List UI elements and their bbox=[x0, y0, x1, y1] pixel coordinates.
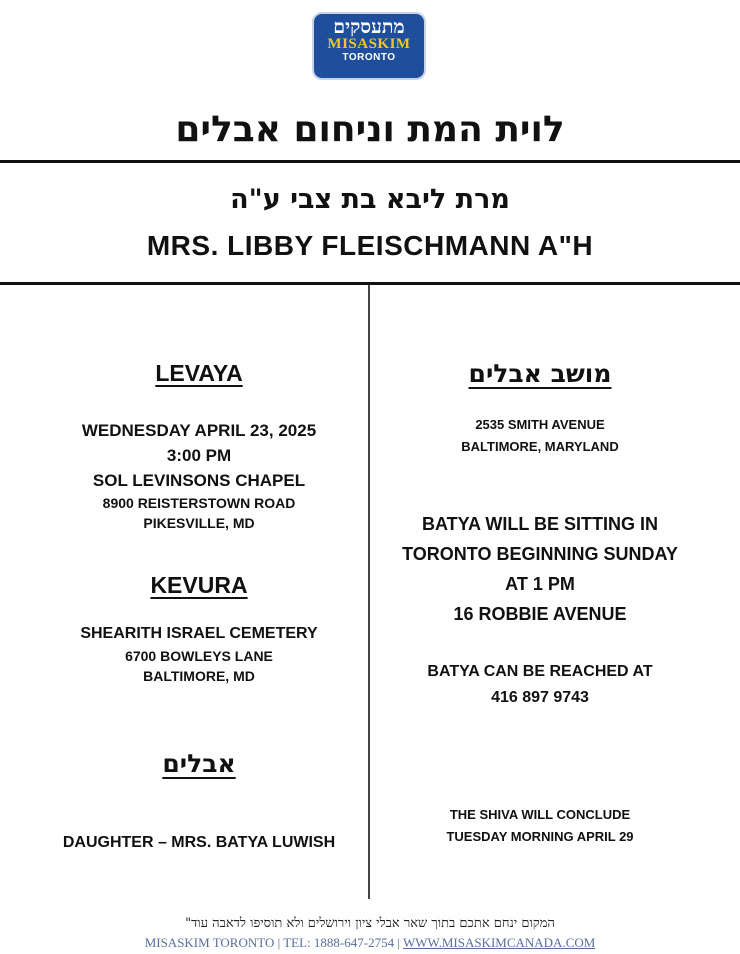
contact-block bbox=[370, 659, 710, 711]
logo-english-text: MISASKIM bbox=[327, 36, 411, 52]
levaya-date: WEDNESDAY APRIL 23, 2025 bbox=[81, 421, 317, 440]
toronto-line: 16 ROBBIE AVENUE bbox=[453, 604, 627, 624]
levaya-heading: LEVAYA bbox=[155, 360, 243, 386]
kevura-section bbox=[30, 570, 368, 600]
conclusion-block bbox=[370, 804, 710, 848]
shiva-heading: מושב אבלים bbox=[468, 359, 612, 388]
kevura-address: 6700 BOWLEYS LANE bbox=[125, 648, 273, 664]
levaya-city: PIKESVILLE, MD bbox=[143, 515, 255, 531]
deceased-hebrew-name: מרת ליבא בת צבי ע"ה bbox=[230, 184, 510, 215]
toronto-line: AT 1 PM bbox=[505, 574, 575, 594]
footer-website-link[interactable]: WWW.MISASKIMCANADA.COM bbox=[402, 935, 596, 950]
page-title: לוית המת וניחום אבלים bbox=[175, 109, 565, 150]
levaya-venue: SOL LEVINSONS CHAPEL bbox=[92, 471, 306, 490]
name-divider bbox=[0, 282, 740, 285]
levaya-details bbox=[30, 418, 368, 533]
footer-tel: TEL: 1888-647-2754 bbox=[283, 935, 395, 950]
kevura-cemetery: SHEARITH ISRAEL CEMETERY bbox=[80, 625, 318, 642]
title-divider bbox=[0, 160, 740, 163]
toronto-line: TORONTO BEGINNING SUNDAY bbox=[402, 544, 678, 564]
conclude-line-2: TUESDAY MORNING APRIL 29 bbox=[446, 829, 634, 844]
reach-label: BATYA CAN BE REACHED AT bbox=[427, 663, 653, 680]
aveilim-heading: אבלים bbox=[162, 749, 236, 778]
toronto-shiva-block bbox=[370, 509, 710, 629]
logo-hebrew-text: מתעסקים bbox=[333, 16, 405, 38]
shiva-address-block bbox=[370, 414, 710, 458]
footer-hebrew-blessing: המקום ינחם אתכם בתוך שאר אבלי ציון וירושלים ולא תוסיפו לדאבה עוד" bbox=[185, 916, 555, 931]
aveilim-details bbox=[30, 830, 368, 856]
toronto-line: BATYA WILL BE SITTING IN bbox=[421, 514, 658, 534]
mourner-line: DAUGHTER – MRS. BATYA LUWISH bbox=[62, 834, 336, 851]
levaya-address: 8900 REISTERSTOWN ROAD bbox=[102, 495, 296, 511]
levaya-section bbox=[30, 358, 368, 388]
phone-number: 416 897 9743 bbox=[491, 689, 589, 706]
kevura-city: BALTIMORE, MD bbox=[143, 668, 255, 684]
logo-city-text: TORONTO bbox=[342, 52, 396, 63]
aveilim-section bbox=[30, 748, 368, 780]
shiva-section bbox=[370, 358, 710, 390]
conclude-line-1: THE SHIVA WILL CONCLUDE bbox=[449, 807, 631, 822]
misaskim-logo bbox=[312, 12, 426, 80]
footer-contact: MISASKIM TORONTO | TEL: 1888-647-2754 | WWW.MISASKIMCANADA.COM bbox=[144, 935, 596, 950]
deceased-english-name: MRS. LIBBY FLEISCHMANN A"H bbox=[146, 230, 594, 261]
footer-org: MISASKIM TORONTO bbox=[144, 935, 275, 950]
kevura-heading: KEVURA bbox=[150, 572, 248, 598]
kevura-details bbox=[30, 622, 368, 686]
levaya-time: 3:00 PM bbox=[166, 446, 232, 465]
shiva-address: 2535 SMITH AVENUE bbox=[475, 417, 605, 432]
shiva-city: BALTIMORE, MARYLAND bbox=[461, 439, 619, 454]
